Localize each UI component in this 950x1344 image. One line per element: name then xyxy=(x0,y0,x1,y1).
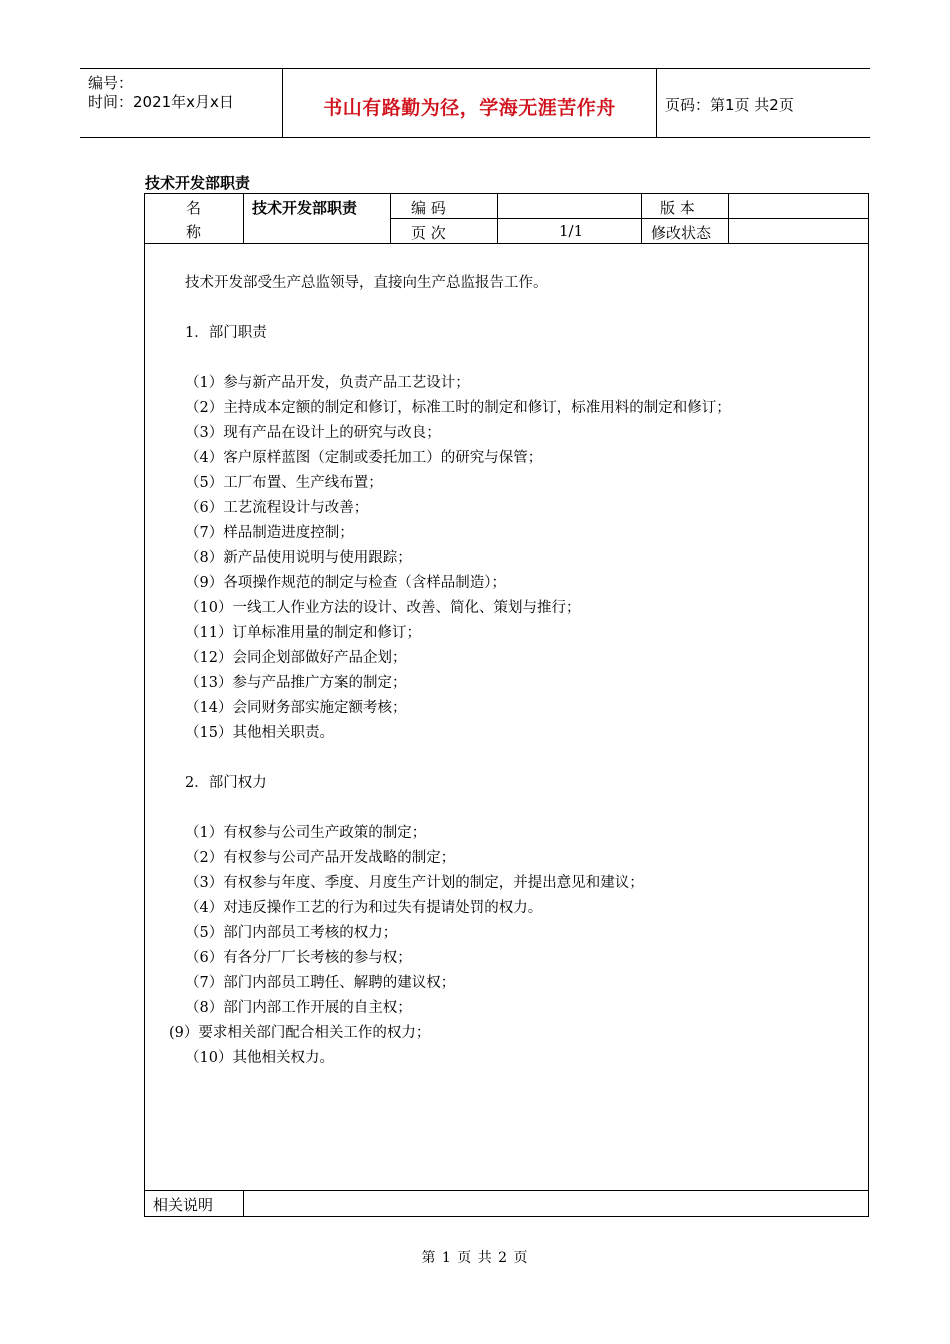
section-title-duties: 1．部门职责 xyxy=(185,325,267,341)
list-item: （10）其他相关权力。 xyxy=(185,1050,334,1066)
document-number-label: 编号： xyxy=(88,74,134,92)
page-order-value: 1/1 xyxy=(559,222,584,240)
responsibility-table xyxy=(144,193,869,1217)
table-col-divider xyxy=(728,194,729,243)
list-item: （7）部门内部员工聘任、解聘的建议权； xyxy=(185,975,456,991)
list-item: （9）各项操作规范的制定与检查（含样品制造）； xyxy=(185,575,506,591)
page-order-label: 页 次 xyxy=(411,224,446,242)
list-item: （15）其他相关职责。 xyxy=(185,725,334,741)
table-col-divider xyxy=(390,194,391,243)
list-item: （2）主持成本定额的制定和修订，标准工时的制定和修订，标准用料的制定和修订； xyxy=(185,400,731,416)
revision-label: 修改状态 xyxy=(651,224,712,242)
authority-list xyxy=(169,821,731,1071)
list-item: （6）有各分厂厂长考核的参与权； xyxy=(185,950,412,966)
list-item: （8）部门内部工作开展的自主权； xyxy=(185,1000,412,1016)
header-page-cell xyxy=(656,69,870,137)
list-item: （6）工艺流程设计与改善； xyxy=(185,500,369,516)
table-row-divider xyxy=(390,218,868,219)
table-col-divider xyxy=(243,194,244,243)
list-item: （14）会同财务部实施定额考核； xyxy=(185,700,407,716)
document-title: 技术开发部职责 xyxy=(145,174,251,192)
code-label: 编 码 xyxy=(411,199,446,217)
duties-list xyxy=(185,371,731,746)
intro-paragraph: 技术开发部受生产总监领导，直接向生产总监报告工作。 xyxy=(185,275,548,291)
list-item: （11）订单标准用量的制定和修订； xyxy=(185,625,421,641)
header-meta xyxy=(80,69,282,137)
table-notes-divider xyxy=(145,1190,868,1191)
table-header-divider xyxy=(145,243,868,244)
list-item: （4）客户原样蓝图（定制或委托加工）的研究与保管； xyxy=(185,450,543,466)
page-footer: 第 1 页 共 2 页 xyxy=(421,1250,529,1266)
header-motto-cell xyxy=(282,69,657,137)
list-item: （10）一线工人作业方法的设计、改善、简化、策划与推行； xyxy=(185,600,581,616)
list-item: （8）新产品使用说明与使用跟踪； xyxy=(185,550,412,566)
notes-label: 相关说明 xyxy=(153,1196,214,1214)
table-col-divider xyxy=(497,194,498,243)
list-item: （5）部门内部员工考核的权力； xyxy=(185,925,398,941)
list-item: （4）对违反操作工艺的行为和过失有提请处罚的权力。 xyxy=(185,900,543,916)
name-label-bottom: 称 xyxy=(186,223,202,241)
section-title-authority: 2．部门权力 xyxy=(185,775,267,791)
list-item: （1）参与新产品开发，负责产品工艺设计； xyxy=(185,375,470,391)
list-item: （3）现有产品在设计上的研究与改良； xyxy=(185,425,441,441)
responsibility-content xyxy=(169,271,731,1071)
header-page-info: 页码：第1页 共2页 xyxy=(665,96,794,114)
name-label-top: 名 xyxy=(186,199,202,217)
header-motto: 书山有路勤为径，学海无涯苦作舟 xyxy=(323,97,616,119)
version-label: 版 本 xyxy=(660,199,695,217)
list-item: （1）有权参与公司生产政策的制定； xyxy=(185,825,427,841)
list-item: （7）样品制造进度控制； xyxy=(185,525,354,541)
list-item: （5）工厂布置、生产线布置； xyxy=(185,475,383,491)
list-item: (9）要求相关部门配合相关工作的权力； xyxy=(169,1025,431,1041)
table-col-divider xyxy=(641,194,642,243)
list-item: （12）会同企划部做好产品企划； xyxy=(185,650,407,666)
list-item: （13）参与产品推广方案的制定； xyxy=(185,675,407,691)
document-time-label: 时间：2021年x月x日 xyxy=(88,93,234,111)
table-col-divider xyxy=(243,1190,244,1216)
name-value: 技术开发部职责 xyxy=(252,199,358,217)
page-header xyxy=(80,68,870,138)
list-item: （3）有权参与年度、季度、月度生产计划的制定，并提出意见和建议； xyxy=(185,875,644,891)
list-item: （2）有权参与公司产品开发战略的制定； xyxy=(185,850,456,866)
